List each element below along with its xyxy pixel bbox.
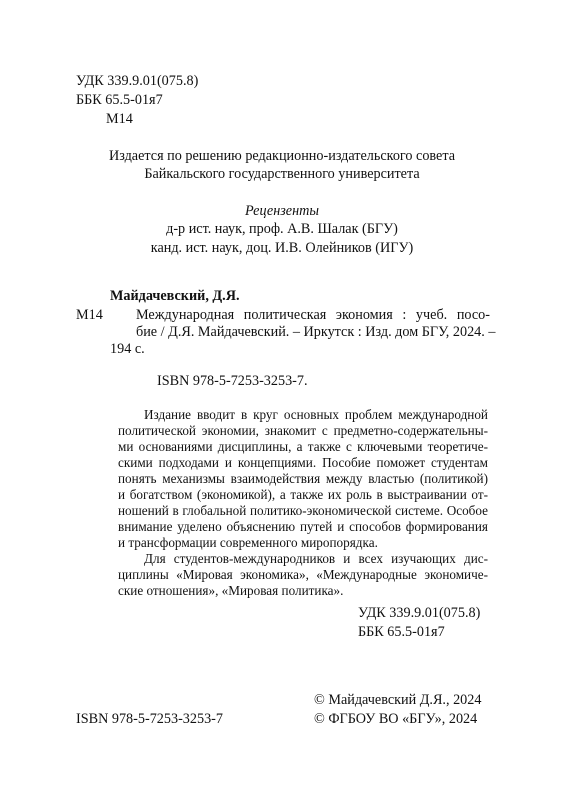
reviewers-heading: Рецензенты <box>245 203 319 219</box>
annotation-p1-line-6: и богатством (экономикой), а также их роль в выстраивании от- <box>118 487 488 502</box>
bbk-code: ББК 65.5-01я7 <box>76 92 163 108</box>
annotation-p1-line-7: ношений в глобальной политико-экономической системе. Особое <box>118 503 488 518</box>
bottom-udk-code: УДК 339.9.01(075.8) <box>358 605 481 621</box>
author-mark: М14 <box>106 111 133 127</box>
record-author: Майдачевский, Д.Я. <box>110 288 240 304</box>
copyright-publisher: © ФГБОУ ВО «БГУ», 2024 <box>314 711 478 727</box>
annotation-p2-line-1: Для студентов-международников и всех изучающих дис- <box>144 551 488 566</box>
decision-line-1: Издается по решению редакционно-издательского совета <box>109 148 455 164</box>
record-isbn: ISBN 978-5-7253-3253-7. <box>157 373 308 389</box>
record-line-3: 194 с. <box>110 341 145 357</box>
decision-line-2: Байкальского государственного университета <box>144 166 420 182</box>
annotation-p2-line-2: циплины «Мировая экономика», «Международные экономиче- <box>118 567 488 582</box>
annotation-p1-line-5: понять механизмы взаимодействия между властью (политикой) <box>118 471 488 486</box>
annotation-p1-line-1: Издание вводит в круг основных проблем международной <box>144 407 488 422</box>
bottom-bbk-code: ББК 65.5-01я7 <box>358 624 445 640</box>
record-line-2: бие / Д.Я. Майдачевский. – Иркутск : Изд. дом БГУ, 2024. – <box>136 324 496 340</box>
record-line-1: Международная политическая экономия : учеб. посо- <box>136 307 490 323</box>
annotation-p1-line-9: и трансформации современного миропорядка. <box>118 535 378 550</box>
annotation-p2-line-3: ские отношения», «Мировая политика». <box>118 583 344 598</box>
copyright-author: © Майдачевский Д.Я., 2024 <box>314 692 482 708</box>
record-description <box>110 307 496 358</box>
udk-code: УДК 339.9.01(075.8) <box>76 73 199 89</box>
annotation-p1-line-2: политической экономии, знакомит с предметно-содержательны- <box>118 423 488 438</box>
footer-isbn: ISBN 978-5-7253-3253-7 <box>76 711 223 727</box>
annotation <box>118 407 488 599</box>
annotation-p1-line-4: скими подходами и концепциями. Пособие поможет студентам <box>118 455 488 470</box>
reviewer-1: д-р ист. наук, проф. А.В. Шалак (БГУ) <box>166 221 398 237</box>
reviewer-2: канд. ист. наук, доц. И.В. Олейников (ИГУ) <box>150 240 414 256</box>
annotation-p1-line-3: ми основаниями дисциплины, а также с ключевыми теоретиче- <box>118 439 488 454</box>
annotation-p1-line-8: внимание уделено объяснению путей и способов формирования <box>118 519 488 534</box>
record-mark: М14 <box>76 307 103 323</box>
